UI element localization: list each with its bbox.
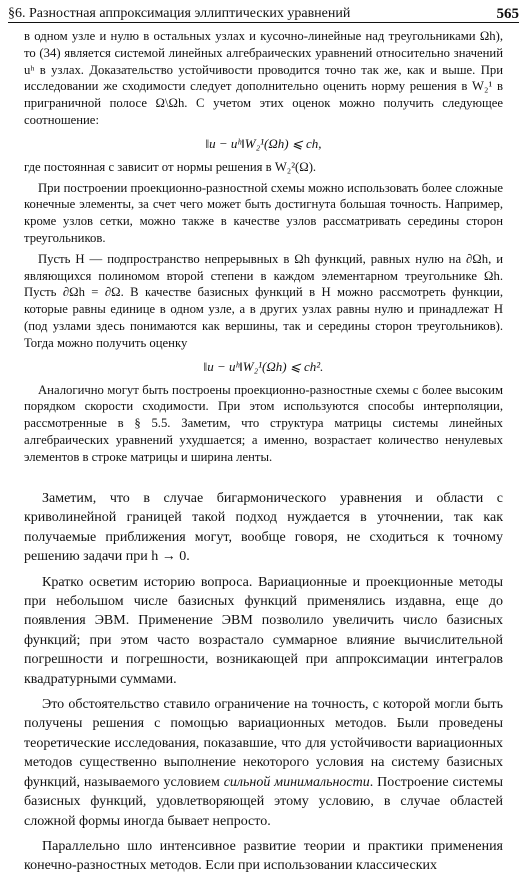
paragraph-2: где постоянная c зависит от нормы решения в W₂²(Ω). [24, 159, 317, 174]
main-text-block [24, 489, 503, 876]
paragraph-1: в одном узле и нулю в остальных узлах и кусочно-линейные над треугольниками Ωh), то (34) является системой линейных алгебраических уравнений относительно значений uʰ в узлах. Доказательство устойчивости проводится точно так же, как и выше. При исследовании же сходимости следует дополнительно оценить норму решения в W₂¹ в приграничной полосе Ω\Ωh. С учетом этих оценок можно получить следующее соотношение: [24, 29, 503, 127]
paragraph-8 [24, 695, 503, 831]
paragraph-5: Аналогично могут быть построены проекционно-разностные схемы с более высоким порядком скорости сходимости. При этом используются способы интерполяции, рассмотренные в § 5.5. Заметим, что структура матрицы системы линейных алгебраических уравнений ухудшается; а именно, возрастает количество ненулевых элементов в строке матрицы и ширина ленты. [24, 382, 503, 464]
running-head [8, 4, 519, 24]
small-print-block [24, 28, 503, 466]
formula-1: ‖u − uʰ‖W₂¹(Ωh) ⩽ ch, [205, 135, 322, 151]
paragraph-7: Кратко осветим историю вопроса. Вариационные и проекционные методы при небольшом числе базисных функций применялись издавна, еще до появления ЭВМ. Применение ЭВМ позволило увеличить число базисных функций; при этом часто возрастало суммарное влияние вычислительной погрешности и погрешности, возникающей при аппроксимации интегралов квадратурными суммами. [24, 574, 503, 687]
paragraph-9: Параллельно шло интенсивное развитие теории и практики применения конечно-разностных методов. Если при использовании классических [24, 838, 503, 874]
paragraph-3: При построении проекционно-разностной схемы можно использовать более сложные конечные элементы, за счет чего может быть достигнута большая точность. Например, кроме узлов сетки, можно также в качестве узлов рассматривать середины сторон треугольников. [24, 180, 503, 245]
paragraph-6: Заметим, что в случае бигармонического уравнения и области с криволинейной границей такой подход нуждается в уточнении, так как получаемые приближения могут, вообще говоря, не сходиться к точному решению задачи при h → 0. [24, 491, 503, 565]
page-number: 565 [496, 6, 519, 22]
formula-2: ‖u − uʰ‖W₂¹(Ωh) ⩽ ch². [203, 358, 324, 374]
paragraph-8-emphasis: сильной минимальности [223, 774, 370, 790]
section-title: §6. Разностная аппроксимация эллиптических уравнений [8, 6, 351, 21]
paragraph-8-text-start: Это обстоятельство ставило ограничение на точность, с которой могли быть получены решения с помощью вариационных методов. Были проведены теоретические исследования, показавшие, что для устойчивости вариационных методов существенно выполнение некоторого условия на систему базисных функций, называемого условием [24, 697, 503, 790]
paragraph-8-text-end: . Построение системы базисных функций, удовлетворяющей этому условию, в случае областей сложной формы иногда бывает непросто. [24, 774, 503, 829]
header-rule [8, 22, 519, 23]
paragraph-4: Пусть H — подпространство непрерывных в Ωh функций, равных нулю на ∂Ωh, и являющихся полиномом второй степени в каждом элементарном треугольнике Ωh. Пусть ∂Ωh = ∂Ω. В качестве базисных функций в H можно рассмотреть функции, которые равны единице в одном узле, а в других узлах равны нулю и принадлежат H (под узлами здесь понимаются как вершины, так и середины сторон треугольников). Тогда можно получить оценку [24, 251, 503, 350]
